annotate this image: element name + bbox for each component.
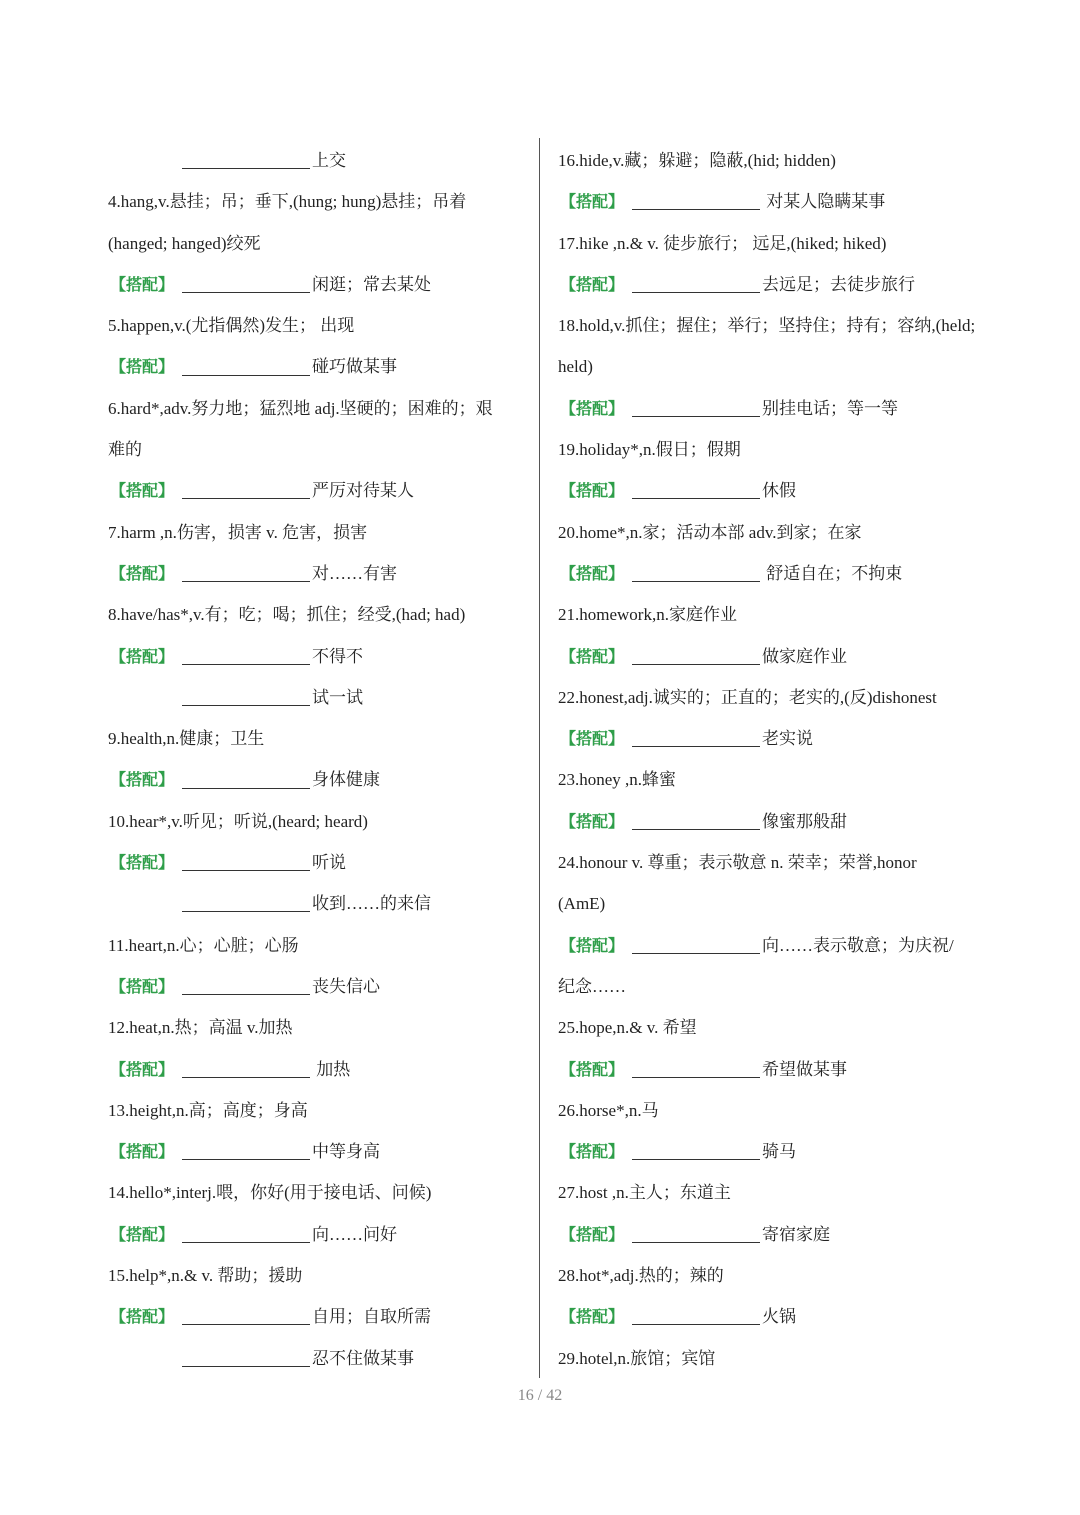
vocab-entry (108, 594, 526, 635)
answer-blank[interactable] (182, 291, 310, 293)
collocation-line (558, 1296, 976, 1337)
line-text: 4.hang,v.悬挂；吊；垂下,(hung; hung)悬挂；吊着 (108, 192, 467, 212)
vocab-entry (558, 677, 976, 718)
collocation-tag: 【搭配】 (560, 729, 625, 749)
collocation-line (108, 553, 526, 594)
line-text: 12.heat,n.热；高温 v.加热 (108, 1018, 293, 1038)
line-text: 做家庭作业 (762, 646, 848, 666)
collocation-line (108, 759, 526, 800)
answer-blank[interactable] (182, 787, 310, 789)
vocab-entry (558, 429, 976, 470)
vocab-entry (108, 801, 526, 842)
line-text: 难的 (108, 440, 142, 460)
line-text: 11.heart,n.心；心脏；心肠 (108, 935, 299, 955)
collocation-tag: 【搭配】 (560, 274, 625, 294)
vocab-entry (558, 512, 976, 553)
line-text: 别挂电话；等一等 (762, 398, 899, 418)
collocation-tag: 【搭配】 (110, 1059, 175, 1079)
answer-blank[interactable] (182, 1323, 310, 1325)
answer-blank[interactable] (182, 580, 310, 582)
line-text: 自用；自取所需 (312, 1307, 432, 1327)
collocation-line (108, 966, 526, 1007)
collocation-line (108, 677, 526, 718)
collocation-tag: 【搭配】 (560, 192, 625, 212)
collocation-line (108, 636, 526, 677)
answer-blank[interactable] (632, 580, 760, 582)
line-text: 舒适自在；不拘束 (762, 563, 903, 583)
line-text: 对……有害 (312, 563, 398, 583)
collocation-tag: 【搭配】 (110, 976, 175, 996)
collocation-line (108, 346, 526, 387)
answer-blank[interactable] (632, 745, 760, 747)
line-text: 23.honey ,n.蜂蜜 (558, 770, 677, 790)
collocation-line (558, 388, 976, 429)
entry-continuation (108, 429, 526, 470)
line-text: 15.help*,n.& v. 帮助；援助 (108, 1266, 303, 1286)
line-text: 听说 (312, 853, 347, 873)
collocation-tag: 【搭配】 (110, 481, 175, 501)
line-text: 26.horse*,n.马 (558, 1100, 659, 1120)
entry-continuation (558, 966, 976, 1007)
line-text: 21.homework,n.家庭作业 (558, 605, 737, 625)
vocab-entry (108, 512, 526, 553)
collocation-line (558, 801, 976, 842)
line-text: 丧失信心 (312, 976, 381, 996)
answer-blank[interactable] (182, 1158, 310, 1160)
line-text: 中等身高 (312, 1142, 381, 1162)
line-text: 19.holiday*,n.假日；假期 (558, 440, 741, 460)
answer-blank[interactable] (182, 1365, 310, 1367)
collocation-line (108, 140, 526, 181)
line-text: 7.harm ,n.伤害，损害 v. 危害，损害 (108, 522, 368, 542)
vocab-entry (558, 223, 976, 264)
line-text: 像蜜那般甜 (762, 811, 848, 831)
line-text: 严厉对待某人 (312, 481, 415, 501)
collocation-line (108, 1131, 526, 1172)
vocab-entry (108, 181, 526, 222)
vocab-entry (558, 1007, 976, 1048)
answer-blank[interactable] (182, 1076, 310, 1078)
collocation-tag: 【搭配】 (560, 1142, 625, 1162)
collocation-line (558, 181, 976, 222)
entry-continuation (108, 223, 526, 264)
line-text: 纪念…… (558, 976, 626, 996)
collocation-line (108, 264, 526, 305)
entry-continuation (558, 346, 976, 387)
collocation-tag: 【搭配】 (110, 274, 175, 294)
collocation-tag: 【搭配】 (560, 398, 625, 418)
line-text: 加热 (312, 1059, 351, 1079)
vocab-entry (108, 1172, 526, 1213)
answer-blank[interactable] (182, 1241, 310, 1243)
collocation-tag: 【搭配】 (110, 770, 175, 790)
collocation-tag: 【搭配】 (110, 1142, 175, 1162)
answer-blank[interactable] (632, 208, 760, 210)
vocab-entry (558, 305, 976, 346)
collocation-line (108, 470, 526, 511)
collocation-line (108, 1338, 526, 1379)
line-text: 27.host ,n.主人；东道主 (558, 1183, 731, 1203)
line-text: 16.hide,v.藏；躲避；隐蔽,(hid; hidden) (558, 151, 836, 170)
answer-blank[interactable] (182, 663, 310, 665)
collocation-line (108, 1296, 526, 1337)
line-text: 收到……的来信 (312, 894, 431, 914)
line-text: 6.hard*,adv.努力地；猛烈地 adj.坚硬的；困难的；艰 (108, 398, 493, 418)
answer-blank[interactable] (632, 952, 760, 954)
collocation-tag: 【搭配】 (560, 1224, 625, 1244)
collocation-tag: 【搭配】 (110, 357, 175, 377)
line-text: 不得不 (312, 646, 364, 666)
line-text: 向……表示敬意；为庆祝/ (762, 935, 954, 955)
collocation-line (108, 1049, 526, 1090)
line-text: 闲逛；常去某处 (312, 274, 432, 294)
answer-blank[interactable] (182, 167, 310, 169)
collocation-tag: 【搭配】 (560, 1307, 625, 1327)
answer-blank[interactable] (632, 828, 760, 830)
collocation-line (108, 883, 526, 924)
line-text: 去远足；去徒步旅行 (762, 274, 916, 294)
collocation-tag: 【搭配】 (560, 935, 625, 955)
answer-blank[interactable] (182, 374, 310, 376)
collocation-line (558, 636, 976, 677)
vocab-entry (558, 842, 976, 883)
line-text: 24.honour v. 尊重；表示敬意 n. 荣幸；荣誉,honor (558, 853, 917, 873)
answer-blank[interactable] (182, 497, 310, 499)
line-text: (hanged; hanged)绞死 (108, 233, 261, 253)
line-text: 17.hike ,n.& v. 徒步旅行； 远足,(hiked; hiked) (558, 233, 887, 253)
answer-blank[interactable] (182, 704, 310, 706)
line-text: 碰巧做某事 (312, 357, 398, 377)
left-column (108, 140, 526, 1379)
answer-blank[interactable] (182, 910, 310, 912)
collocation-line (558, 1049, 976, 1090)
collocation-line (108, 842, 526, 883)
line-text: 火锅 (762, 1307, 797, 1327)
answer-blank[interactable] (632, 415, 760, 417)
vocab-entry (558, 594, 976, 635)
page-indicator: 16 / 42 (517, 1387, 563, 1404)
vocab-entry (558, 1090, 976, 1131)
column-divider (539, 138, 540, 1378)
collocation-tag: 【搭配】 (110, 1307, 175, 1327)
collocation-tag: 【搭配】 (560, 1059, 625, 1079)
line-text: 8.have/has*,v.有；吃；喝；抓住；经受,(had; had) (108, 605, 466, 625)
line-text: 老实说 (762, 729, 814, 749)
answer-blank[interactable] (182, 993, 310, 995)
vocab-entry (108, 305, 526, 346)
vocab-entry (108, 925, 526, 966)
line-text: 对某人隐瞒某事 (762, 192, 886, 212)
collocation-line (558, 470, 976, 511)
line-text: 骑马 (762, 1142, 797, 1162)
answer-blank[interactable] (632, 663, 760, 665)
collocation-line (558, 553, 976, 594)
collocation-tag: 【搭配】 (560, 646, 625, 666)
collocation-line (558, 264, 976, 305)
collocation-tag: 【搭配】 (110, 563, 175, 583)
line-text: 寄宿家庭 (762, 1224, 831, 1244)
vocab-entry (108, 1090, 526, 1131)
line-text: 25.hope,n.& v. 希望 (558, 1018, 697, 1038)
line-text: 29.hotel,n.旅馆；宾馆 (558, 1348, 716, 1368)
line-text: 13.height,n.高；高度；身高 (108, 1100, 308, 1120)
answer-blank[interactable] (632, 497, 760, 499)
collocation-line (558, 925, 976, 966)
collocation-tag: 【搭配】 (560, 811, 625, 831)
answer-blank[interactable] (632, 291, 760, 293)
collocation-tag: 【搭配】 (110, 853, 175, 873)
line-text: held) (558, 357, 593, 377)
collocation-line (108, 1214, 526, 1255)
answer-blank[interactable] (632, 1323, 760, 1325)
vocab-entry (108, 388, 526, 429)
line-text: 9.health,n.健康；卫生 (108, 729, 265, 749)
line-text: 希望做某事 (762, 1059, 848, 1079)
vocab-entry (558, 1172, 976, 1213)
line-text: 向……问好 (312, 1224, 398, 1244)
line-text: 14.hello*,interj.喂，你好(用于接电话、问候) (108, 1183, 432, 1203)
line-text: 上交 (312, 151, 346, 170)
line-text: 18.hold,v.抓住；握住；举行；坚持住；持有；容纳,(held; (558, 316, 976, 336)
line-text: (AmE) (558, 894, 606, 914)
collocation-line (558, 718, 976, 759)
vocab-entry (108, 1255, 526, 1296)
line-text: 10.hear*,v.听见；听说,(heard; heard) (108, 811, 368, 831)
line-text: 忍不住做某事 (312, 1348, 414, 1368)
collocation-tag: 【搭配】 (560, 563, 625, 583)
line-text: 休假 (762, 481, 797, 501)
collocation-tag: 【搭配】 (110, 1224, 175, 1244)
right-column (558, 140, 976, 1379)
line-text: 22.honest,adj.诚实的；正直的；老实的,(反)dishonest (558, 687, 937, 707)
line-text: 20.home*,n.家；活动本部 adv.到家；在家 (558, 522, 862, 542)
answer-blank[interactable] (632, 1076, 760, 1078)
vocab-entry (558, 1338, 976, 1379)
collocation-tag: 【搭配】 (560, 481, 625, 501)
vocab-entry (558, 140, 976, 181)
vocab-entry (108, 1007, 526, 1048)
collocation-tag: 【搭配】 (110, 646, 175, 666)
collocation-line (558, 1214, 976, 1255)
answer-blank[interactable] (182, 869, 310, 871)
line-text: 身体健康 (312, 770, 381, 790)
line-text: 28.hot*,adj.热的；辣的 (558, 1266, 724, 1286)
vocab-entry (108, 718, 526, 759)
answer-blank[interactable] (632, 1158, 760, 1160)
entry-continuation (558, 883, 976, 924)
line-text: 试一试 (312, 687, 363, 707)
line-text: 5.happen,v.(尤指偶然)发生； 出现 (108, 316, 355, 336)
collocation-line (558, 1131, 976, 1172)
vocab-entry (558, 1255, 976, 1296)
vocab-entry (558, 759, 976, 800)
answer-blank[interactable] (632, 1241, 760, 1243)
